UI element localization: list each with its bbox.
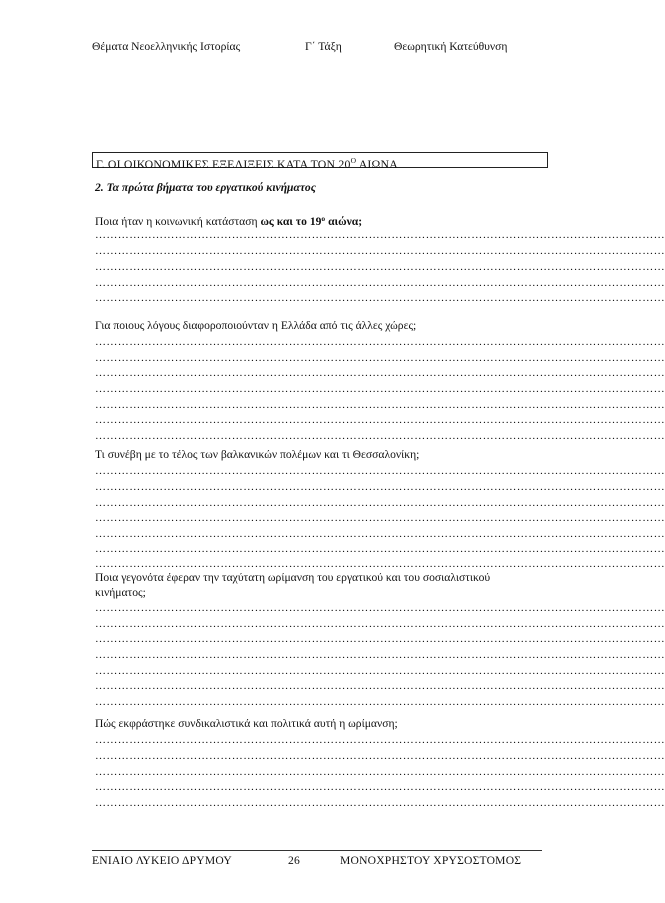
- answer-line[interactable]: ……………………………………………………………………………………………………………………………………: [95, 367, 665, 379]
- answer-line[interactable]: ……………………………………………………………………………………………………………………………………: [95, 399, 665, 411]
- answer-line[interactable]: ……………………………………………………………………………………………………………………………………: [95, 229, 665, 241]
- answer-line[interactable]: ……………………………………………………………………………………………………………………………………: [95, 245, 665, 257]
- answer-line[interactable]: ……………………………………………………………………………………………………………………………………: [95, 430, 665, 442]
- question-1-bold-after: αιώνα;: [325, 215, 363, 228]
- question-1-bold: ως και το 19: [260, 215, 322, 228]
- section-title-suffix: ΑΙΩΝΑ: [356, 157, 398, 171]
- answer-line[interactable]: ……………………………………………………………………………………………………………………………………: [95, 649, 665, 661]
- header-track: Θεωρητική Κατεύθυνση: [394, 40, 508, 53]
- answer-line[interactable]: ……………………………………………………………………………………………………………………………………: [95, 618, 665, 630]
- answer-line[interactable]: ……………………………………………………………………………………………………………………………………: [95, 528, 665, 540]
- answer-line[interactable]: ……………………………………………………………………………………………………………………………………: [95, 512, 665, 524]
- answer-line[interactable]: ……………………………………………………………………………………………………………………………………: [95, 797, 665, 809]
- question-4: Ποια γεγονότα έφεραν την ταχύτατη ωρίμανση του εργατικού και του σοσιαλιστικού κινήματος;: [95, 571, 491, 599]
- header-grade: Γ΄ Τάξη: [305, 40, 342, 53]
- answer-line[interactable]: ……………………………………………………………………………………………………………………………………: [95, 352, 665, 364]
- answer-line[interactable]: ……………………………………………………………………………………………………………………………………: [95, 465, 665, 477]
- header-subject: Θέματα Νεοελληνικής Ιστορίας: [92, 40, 241, 53]
- footer-school: ΕΝΙΑΙΟ ΛΥΚΕΙΟ ΔΡΥΜΟΥ: [92, 854, 232, 867]
- footer-author: ΜΟΝΟΧΡΗΣΤΟΥ ΧΡΥΣΟΣΤΟΜΟΣ: [340, 854, 522, 867]
- answer-line[interactable]: ……………………………………………………………………………………………………………………………………: [95, 383, 665, 395]
- answer-line[interactable]: ……………………………………………………………………………………………………………………………………: [95, 633, 665, 645]
- question-1-sup: ο: [321, 214, 326, 223]
- answer-line[interactable]: ……………………………………………………………………………………………………………………………………: [95, 292, 665, 304]
- answer-line[interactable]: ……………………………………………………………………………………………………………………………………: [95, 696, 665, 708]
- question-5: Πώς εκφράστηκε συνδικαλιστικά και πολιτικά αυτή η ωρίμανση;: [95, 717, 398, 730]
- subheading: 2. Τα πρώτα βήματα του εργατικού κινήματος: [95, 181, 316, 194]
- answer-line[interactable]: ……………………………………………………………………………………………………………………………………: [95, 781, 665, 793]
- answer-line[interactable]: ……………………………………………………………………………………………………………………………………: [95, 766, 665, 778]
- answer-line[interactable]: ……………………………………………………………………………………………………………………………………: [95, 750, 665, 762]
- answer-line[interactable]: ……………………………………………………………………………………………………………………………………: [95, 558, 665, 570]
- section-title: [92, 152, 548, 171]
- question-1-text: Ποια ήταν η κοινωνική κατάσταση: [95, 215, 261, 228]
- page-header: [92, 40, 542, 56]
- answer-line[interactable]: ……………………………………………………………………………………………………………………………………: [95, 277, 665, 289]
- answer-line[interactable]: ……………………………………………………………………………………………………………………………………: [95, 543, 665, 555]
- answer-line[interactable]: ……………………………………………………………………………………………………………………………………: [95, 734, 665, 746]
- answer-line[interactable]: ……………………………………………………………………………………………………………………………………: [95, 414, 665, 426]
- question-2: Για ποιους λόγους διαφοροποιούνταν η Ελλάδα από τις άλλες χώρες;: [95, 319, 417, 332]
- section-title-text: Γ. ΟΙ ΟΙΚΟΝΟΜΙΚΕΣ ΕΞΕΛΙΞΕΙΣ ΚΑΤΑ ΤΟΝ 20: [96, 157, 351, 171]
- answer-line[interactable]: ……………………………………………………………………………………………………………………………………: [95, 497, 665, 509]
- page-footer: [92, 854, 542, 870]
- question-3: Τι συνέβη με το τέλος των βαλκανικών πολέμων και τι Θεσσαλονίκη;: [95, 448, 420, 461]
- answer-line[interactable]: ……………………………………………………………………………………………………………………………………: [95, 336, 665, 348]
- answer-line[interactable]: ……………………………………………………………………………………………………………………………………: [95, 261, 665, 273]
- footer-divider: [92, 850, 542, 851]
- question-1: [95, 211, 540, 229]
- section-title-superscript: Ο: [350, 156, 357, 165]
- answer-line[interactable]: ……………………………………………………………………………………………………………………………………: [95, 602, 665, 614]
- answer-line[interactable]: ……………………………………………………………………………………………………………………………………: [95, 665, 665, 677]
- answer-line[interactable]: ……………………………………………………………………………………………………………………………………: [95, 680, 665, 692]
- page-number: 26: [288, 854, 300, 867]
- answer-line[interactable]: ……………………………………………………………………………………………………………………………………: [95, 481, 665, 493]
